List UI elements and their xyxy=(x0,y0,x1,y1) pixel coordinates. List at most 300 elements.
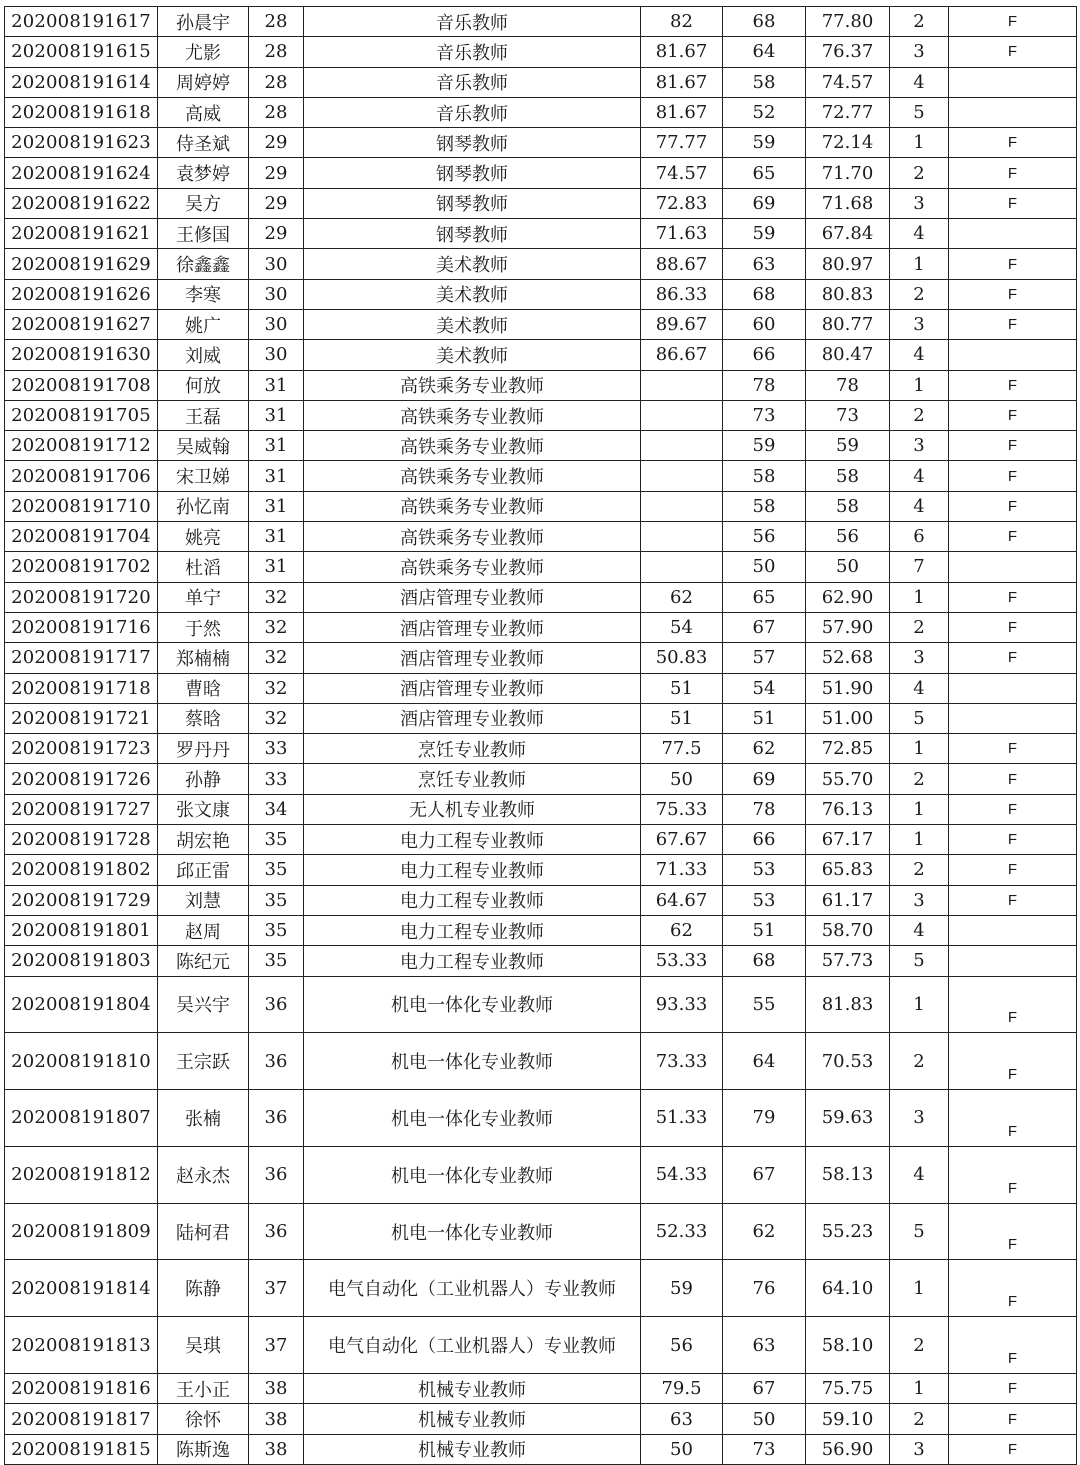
position-name-cell: 机械专业教师 xyxy=(304,1404,641,1434)
exam-id-cell: 202008191728 xyxy=(5,825,158,855)
position-code-cell: 33 xyxy=(249,764,304,794)
total-score-cell: 70.53 xyxy=(806,1033,890,1090)
position-name-cell: 电力工程专业教师 xyxy=(304,825,641,855)
rank-cell: 1 xyxy=(890,825,949,855)
interview-score-cell: 59 xyxy=(723,431,806,461)
rank-cell: 4 xyxy=(890,461,949,491)
position-code-cell: 29 xyxy=(249,128,304,158)
table-row xyxy=(5,1404,1077,1434)
total-score-cell: 59.10 xyxy=(806,1404,890,1434)
total-score-cell: 73 xyxy=(806,400,890,430)
interview-score-cell: 53 xyxy=(723,885,806,915)
total-score-cell: 80.77 xyxy=(806,309,890,339)
interview-score-cell: 58 xyxy=(723,491,806,521)
rank-cell: 5 xyxy=(890,97,949,127)
total-score-cell: 74.57 xyxy=(806,67,890,97)
candidate-name-cell: 陈静 xyxy=(158,1260,249,1317)
qualified-mark-cell: F xyxy=(949,400,1077,430)
exam-id-cell: 202008191802 xyxy=(5,855,158,885)
position-name-cell: 机械专业教师 xyxy=(304,1434,641,1464)
candidate-name-cell: 邱正雷 xyxy=(158,855,249,885)
exam-id-cell: 202008191723 xyxy=(5,734,158,764)
exam-id-cell: 202008191718 xyxy=(5,673,158,703)
table-row xyxy=(5,915,1077,945)
qualified-mark-cell: F xyxy=(949,1404,1077,1434)
exam-id-cell: 202008191807 xyxy=(5,1090,158,1147)
qualified-mark-cell: F xyxy=(949,643,1077,673)
position-code-cell: 28 xyxy=(249,97,304,127)
total-score-cell: 61.17 xyxy=(806,885,890,915)
interview-score-cell: 78 xyxy=(723,370,806,400)
written-score-cell: 72.83 xyxy=(641,188,723,218)
exam-id-cell: 202008191717 xyxy=(5,643,158,673)
written-score-cell: 77.5 xyxy=(641,734,723,764)
rank-cell: 1 xyxy=(890,249,949,279)
qualified-mark-cell: F xyxy=(949,522,1077,552)
exam-id-cell: 202008191804 xyxy=(5,976,158,1033)
written-score-cell: 86.67 xyxy=(641,340,723,370)
rank-cell: 5 xyxy=(890,703,949,733)
interview-score-cell: 58 xyxy=(723,461,806,491)
total-score-cell: 67.84 xyxy=(806,219,890,249)
qualified-mark-cell: F xyxy=(949,1260,1077,1317)
candidate-name-cell: 单宁 xyxy=(158,582,249,612)
written-score-cell: 67.67 xyxy=(641,825,723,855)
interview-score-cell: 62 xyxy=(723,1203,806,1260)
total-score-cell: 76.13 xyxy=(806,794,890,824)
interview-score-cell: 59 xyxy=(723,219,806,249)
rank-cell: 5 xyxy=(890,1203,949,1260)
written-score-cell: 79.5 xyxy=(641,1374,723,1404)
exam-id-cell: 202008191702 xyxy=(5,552,158,582)
exam-id-cell: 202008191729 xyxy=(5,885,158,915)
table-row xyxy=(5,522,1077,552)
score-table xyxy=(4,6,1077,1465)
rank-cell: 3 xyxy=(890,885,949,915)
total-score-cell: 72.85 xyxy=(806,734,890,764)
interview-score-cell: 66 xyxy=(723,340,806,370)
table-row xyxy=(5,643,1077,673)
position-code-cell: 31 xyxy=(249,491,304,521)
position-code-cell: 31 xyxy=(249,552,304,582)
total-score-cell: 72.14 xyxy=(806,128,890,158)
position-code-cell: 30 xyxy=(249,340,304,370)
position-name-cell: 烹饪专业教师 xyxy=(304,734,641,764)
qualified-mark-cell xyxy=(949,219,1077,249)
table-row xyxy=(5,612,1077,642)
position-code-cell: 38 xyxy=(249,1374,304,1404)
position-code-cell: 38 xyxy=(249,1434,304,1464)
written-score-cell: 88.67 xyxy=(641,249,723,279)
total-score-cell: 64.10 xyxy=(806,1260,890,1317)
exam-id-cell: 202008191720 xyxy=(5,582,158,612)
rank-cell: 1 xyxy=(890,976,949,1033)
candidate-name-cell: 陆柯君 xyxy=(158,1203,249,1260)
position-code-cell: 33 xyxy=(249,734,304,764)
position-name-cell: 高铁乘务专业教师 xyxy=(304,461,641,491)
exam-id-cell: 202008191622 xyxy=(5,188,158,218)
candidate-name-cell: 杜滔 xyxy=(158,552,249,582)
rank-cell: 1 xyxy=(890,1374,949,1404)
exam-id-cell: 202008191710 xyxy=(5,491,158,521)
table-row xyxy=(5,37,1077,67)
position-name-cell: 钢琴教师 xyxy=(304,188,641,218)
exam-id-cell: 202008191706 xyxy=(5,461,158,491)
table-row xyxy=(5,794,1077,824)
position-name-cell: 高铁乘务专业教师 xyxy=(304,522,641,552)
total-score-cell: 62.90 xyxy=(806,582,890,612)
total-score-cell: 80.97 xyxy=(806,249,890,279)
position-code-cell: 32 xyxy=(249,703,304,733)
position-name-cell: 高铁乘务专业教师 xyxy=(304,400,641,430)
position-code-cell: 28 xyxy=(249,7,304,37)
qualified-mark-cell: F xyxy=(949,37,1077,67)
position-code-cell: 32 xyxy=(249,673,304,703)
table-row xyxy=(5,7,1077,37)
interview-score-cell: 67 xyxy=(723,1374,806,1404)
position-code-cell: 34 xyxy=(249,794,304,824)
rank-cell: 6 xyxy=(890,522,949,552)
total-score-cell: 77.80 xyxy=(806,7,890,37)
exam-id-cell: 202008191716 xyxy=(5,612,158,642)
rank-cell: 1 xyxy=(890,794,949,824)
exam-id-cell: 202008191618 xyxy=(5,97,158,127)
exam-id-cell: 202008191726 xyxy=(5,764,158,794)
rank-cell: 1 xyxy=(890,370,949,400)
table-row xyxy=(5,491,1077,521)
candidate-name-cell: 胡宏艳 xyxy=(158,825,249,855)
position-code-cell: 31 xyxy=(249,370,304,400)
table-row xyxy=(5,400,1077,430)
position-name-cell: 电气自动化（工业机器人）专业教师 xyxy=(304,1260,641,1317)
qualified-mark-cell: F xyxy=(949,7,1077,37)
rank-cell: 7 xyxy=(890,552,949,582)
qualified-mark-cell: F xyxy=(949,1317,1077,1374)
written-score-cell: 82 xyxy=(641,7,723,37)
written-score-cell: 71.63 xyxy=(641,219,723,249)
total-score-cell: 52.68 xyxy=(806,643,890,673)
position-name-cell: 高铁乘务专业教师 xyxy=(304,431,641,461)
rank-cell: 2 xyxy=(890,7,949,37)
position-code-cell: 37 xyxy=(249,1317,304,1374)
total-score-cell: 55.70 xyxy=(806,764,890,794)
table-row xyxy=(5,158,1077,188)
candidate-name-cell: 侍圣斌 xyxy=(158,128,249,158)
position-name-cell: 机电一体化专业教师 xyxy=(304,976,641,1033)
interview-score-cell: 65 xyxy=(723,582,806,612)
rank-cell: 3 xyxy=(890,1434,949,1464)
position-name-cell: 音乐教师 xyxy=(304,67,641,97)
position-name-cell: 美术教师 xyxy=(304,279,641,309)
rank-cell: 1 xyxy=(890,734,949,764)
qualified-mark-cell xyxy=(949,552,1077,582)
qualified-mark-cell: F xyxy=(949,461,1077,491)
interview-score-cell: 73 xyxy=(723,400,806,430)
position-name-cell: 美术教师 xyxy=(304,340,641,370)
position-code-cell: 36 xyxy=(249,1090,304,1147)
candidate-name-cell: 赵周 xyxy=(158,915,249,945)
interview-score-cell: 69 xyxy=(723,764,806,794)
qualified-mark-cell: F xyxy=(949,855,1077,885)
exam-id-cell: 202008191814 xyxy=(5,1260,158,1317)
written-score-cell: 93.33 xyxy=(641,976,723,1033)
position-code-cell: 29 xyxy=(249,188,304,218)
candidate-name-cell: 孙静 xyxy=(158,764,249,794)
interview-score-cell: 64 xyxy=(723,37,806,67)
exam-id-cell: 202008191810 xyxy=(5,1033,158,1090)
position-name-cell: 电力工程专业教师 xyxy=(304,885,641,915)
position-name-cell: 酒店管理专业教师 xyxy=(304,582,641,612)
rank-cell: 2 xyxy=(890,612,949,642)
position-name-cell: 无人机专业教师 xyxy=(304,794,641,824)
table-row xyxy=(5,552,1077,582)
interview-score-cell: 50 xyxy=(723,1404,806,1434)
interview-score-cell: 58 xyxy=(723,67,806,97)
interview-score-cell: 68 xyxy=(723,946,806,976)
interview-score-cell: 62 xyxy=(723,734,806,764)
total-score-cell: 59 xyxy=(806,431,890,461)
candidate-name-cell: 曹晗 xyxy=(158,673,249,703)
rank-cell: 4 xyxy=(890,340,949,370)
rank-cell: 3 xyxy=(890,643,949,673)
candidate-name-cell: 李寒 xyxy=(158,279,249,309)
table-row xyxy=(5,1260,1077,1317)
total-score-cell: 55.23 xyxy=(806,1203,890,1260)
position-name-cell: 烹饪专业教师 xyxy=(304,764,641,794)
interview-score-cell: 65 xyxy=(723,158,806,188)
candidate-name-cell: 张文康 xyxy=(158,794,249,824)
position-code-cell: 29 xyxy=(249,158,304,188)
written-score-cell: 50 xyxy=(641,1434,723,1464)
rank-cell: 1 xyxy=(890,128,949,158)
table-row xyxy=(5,1374,1077,1404)
candidate-name-cell: 王小正 xyxy=(158,1374,249,1404)
candidate-name-cell: 王宗跃 xyxy=(158,1033,249,1090)
table-row xyxy=(5,97,1077,127)
total-score-cell: 57.90 xyxy=(806,612,890,642)
written-score-cell: 81.67 xyxy=(641,97,723,127)
total-score-cell: 57.73 xyxy=(806,946,890,976)
table-row xyxy=(5,249,1077,279)
interview-score-cell: 52 xyxy=(723,97,806,127)
table-row xyxy=(5,309,1077,339)
written-score-cell xyxy=(641,522,723,552)
position-code-cell: 35 xyxy=(249,855,304,885)
position-name-cell: 机械专业教师 xyxy=(304,1374,641,1404)
candidate-name-cell: 王修国 xyxy=(158,219,249,249)
table-row xyxy=(5,219,1077,249)
interview-score-cell: 66 xyxy=(723,825,806,855)
position-name-cell: 高铁乘务专业教师 xyxy=(304,370,641,400)
candidate-name-cell: 袁梦婷 xyxy=(158,158,249,188)
candidate-name-cell: 徐怀 xyxy=(158,1404,249,1434)
rank-cell: 4 xyxy=(890,67,949,97)
exam-id-cell: 202008191803 xyxy=(5,946,158,976)
interview-score-cell: 68 xyxy=(723,279,806,309)
rank-cell: 4 xyxy=(890,491,949,521)
qualified-mark-cell: F xyxy=(949,158,1077,188)
total-score-cell: 72.77 xyxy=(806,97,890,127)
candidate-name-cell: 徐鑫鑫 xyxy=(158,249,249,279)
candidate-name-cell: 蔡晗 xyxy=(158,703,249,733)
table-row xyxy=(5,582,1077,612)
rank-cell: 3 xyxy=(890,309,949,339)
position-name-cell: 电力工程专业教师 xyxy=(304,915,641,945)
position-name-cell: 机电一体化专业教师 xyxy=(304,1090,641,1147)
rank-cell: 2 xyxy=(890,1033,949,1090)
interview-score-cell: 73 xyxy=(723,1434,806,1464)
rank-cell: 2 xyxy=(890,400,949,430)
position-code-cell: 31 xyxy=(249,522,304,552)
total-score-cell: 71.70 xyxy=(806,158,890,188)
candidate-name-cell: 刘威 xyxy=(158,340,249,370)
qualified-mark-cell: F xyxy=(949,309,1077,339)
table-row xyxy=(5,764,1077,794)
written-score-cell xyxy=(641,431,723,461)
rank-cell: 3 xyxy=(890,188,949,218)
interview-score-cell: 64 xyxy=(723,1033,806,1090)
interview-score-cell: 60 xyxy=(723,309,806,339)
rank-cell: 4 xyxy=(890,219,949,249)
written-score-cell: 50.83 xyxy=(641,643,723,673)
interview-score-cell: 53 xyxy=(723,855,806,885)
total-score-cell: 75.75 xyxy=(806,1374,890,1404)
exam-id-cell: 202008191623 xyxy=(5,128,158,158)
written-score-cell: 81.67 xyxy=(641,37,723,67)
written-score-cell: 52.33 xyxy=(641,1203,723,1260)
exam-id-cell: 202008191708 xyxy=(5,370,158,400)
position-name-cell: 电气自动化（工业机器人）专业教师 xyxy=(304,1317,641,1374)
written-score-cell: 74.57 xyxy=(641,158,723,188)
total-score-cell: 81.83 xyxy=(806,976,890,1033)
qualified-mark-cell: F xyxy=(949,1090,1077,1147)
total-score-cell: 80.83 xyxy=(806,279,890,309)
candidate-name-cell: 宋卫娣 xyxy=(158,461,249,491)
rank-cell: 4 xyxy=(890,1146,949,1203)
written-score-cell: 64.67 xyxy=(641,885,723,915)
written-score-cell xyxy=(641,370,723,400)
position-name-cell: 酒店管理专业教师 xyxy=(304,612,641,642)
interview-score-cell: 67 xyxy=(723,612,806,642)
exam-id-cell: 202008191712 xyxy=(5,431,158,461)
candidate-name-cell: 高威 xyxy=(158,97,249,127)
exam-id-cell: 202008191721 xyxy=(5,703,158,733)
total-score-cell: 50 xyxy=(806,552,890,582)
interview-score-cell: 79 xyxy=(723,1090,806,1147)
written-score-cell xyxy=(641,461,723,491)
written-score-cell: 77.77 xyxy=(641,128,723,158)
interview-score-cell: 55 xyxy=(723,976,806,1033)
table-row xyxy=(5,128,1077,158)
exam-id-cell: 202008191815 xyxy=(5,1434,158,1464)
position-code-cell: 32 xyxy=(249,643,304,673)
rank-cell: 2 xyxy=(890,1317,949,1374)
table-body xyxy=(5,7,1077,1465)
position-name-cell: 机电一体化专业教师 xyxy=(304,1146,641,1203)
exam-id-cell: 202008191816 xyxy=(5,1374,158,1404)
written-score-cell: 86.33 xyxy=(641,279,723,309)
qualified-mark-cell xyxy=(949,915,1077,945)
rank-cell: 2 xyxy=(890,1404,949,1434)
position-code-cell: 30 xyxy=(249,279,304,309)
written-score-cell: 54 xyxy=(641,612,723,642)
interview-score-cell: 63 xyxy=(723,1317,806,1374)
rank-cell: 1 xyxy=(890,582,949,612)
candidate-name-cell: 陈纪元 xyxy=(158,946,249,976)
rank-cell: 3 xyxy=(890,431,949,461)
table-row xyxy=(5,1203,1077,1260)
interview-score-cell: 69 xyxy=(723,188,806,218)
candidate-name-cell: 吴威翰 xyxy=(158,431,249,461)
position-code-cell: 35 xyxy=(249,946,304,976)
position-name-cell: 电力工程专业教师 xyxy=(304,855,641,885)
qualified-mark-cell: F xyxy=(949,1374,1077,1404)
candidate-name-cell: 赵永杰 xyxy=(158,1146,249,1203)
candidate-name-cell: 张楠 xyxy=(158,1090,249,1147)
total-score-cell: 58 xyxy=(806,461,890,491)
qualified-mark-cell xyxy=(949,67,1077,97)
exam-id-cell: 202008191626 xyxy=(5,279,158,309)
total-score-cell: 51.00 xyxy=(806,703,890,733)
position-name-cell: 电力工程专业教师 xyxy=(304,946,641,976)
table-row xyxy=(5,734,1077,764)
qualified-mark-cell: F xyxy=(949,976,1077,1033)
table-row xyxy=(5,1146,1077,1203)
position-code-cell: 38 xyxy=(249,1404,304,1434)
interview-score-cell: 51 xyxy=(723,703,806,733)
rank-cell: 3 xyxy=(890,1090,949,1147)
candidate-name-cell: 孙忆南 xyxy=(158,491,249,521)
written-score-cell: 51.33 xyxy=(641,1090,723,1147)
total-score-cell: 58 xyxy=(806,491,890,521)
rank-cell: 4 xyxy=(890,673,949,703)
written-score-cell: 51 xyxy=(641,703,723,733)
qualified-mark-cell: F xyxy=(949,1033,1077,1090)
table-row xyxy=(5,703,1077,733)
interview-score-cell: 56 xyxy=(723,522,806,552)
table-row xyxy=(5,279,1077,309)
total-score-cell: 58.70 xyxy=(806,915,890,945)
qualified-mark-cell: F xyxy=(949,794,1077,824)
written-score-cell xyxy=(641,400,723,430)
table-row xyxy=(5,370,1077,400)
written-score-cell: 51 xyxy=(641,673,723,703)
rank-cell: 2 xyxy=(890,158,949,188)
table-row xyxy=(5,1434,1077,1464)
candidate-name-cell: 姚亮 xyxy=(158,522,249,552)
total-score-cell: 58.10 xyxy=(806,1317,890,1374)
position-code-cell: 29 xyxy=(249,219,304,249)
written-score-cell: 53.33 xyxy=(641,946,723,976)
candidate-name-cell: 尤影 xyxy=(158,37,249,67)
position-code-cell: 35 xyxy=(249,825,304,855)
exam-id-cell: 202008191809 xyxy=(5,1203,158,1260)
exam-id-cell: 202008191617 xyxy=(5,7,158,37)
total-score-cell: 56.90 xyxy=(806,1434,890,1464)
table-row xyxy=(5,461,1077,491)
total-score-cell: 59.63 xyxy=(806,1090,890,1147)
written-score-cell: 54.33 xyxy=(641,1146,723,1203)
position-code-cell: 36 xyxy=(249,1146,304,1203)
written-score-cell: 81.67 xyxy=(641,67,723,97)
total-score-cell: 51.90 xyxy=(806,673,890,703)
candidate-name-cell: 吴琪 xyxy=(158,1317,249,1374)
table-row xyxy=(5,825,1077,855)
total-score-cell: 58.13 xyxy=(806,1146,890,1203)
position-code-cell: 36 xyxy=(249,1203,304,1260)
exam-id-cell: 202008191801 xyxy=(5,915,158,945)
interview-score-cell: 54 xyxy=(723,673,806,703)
